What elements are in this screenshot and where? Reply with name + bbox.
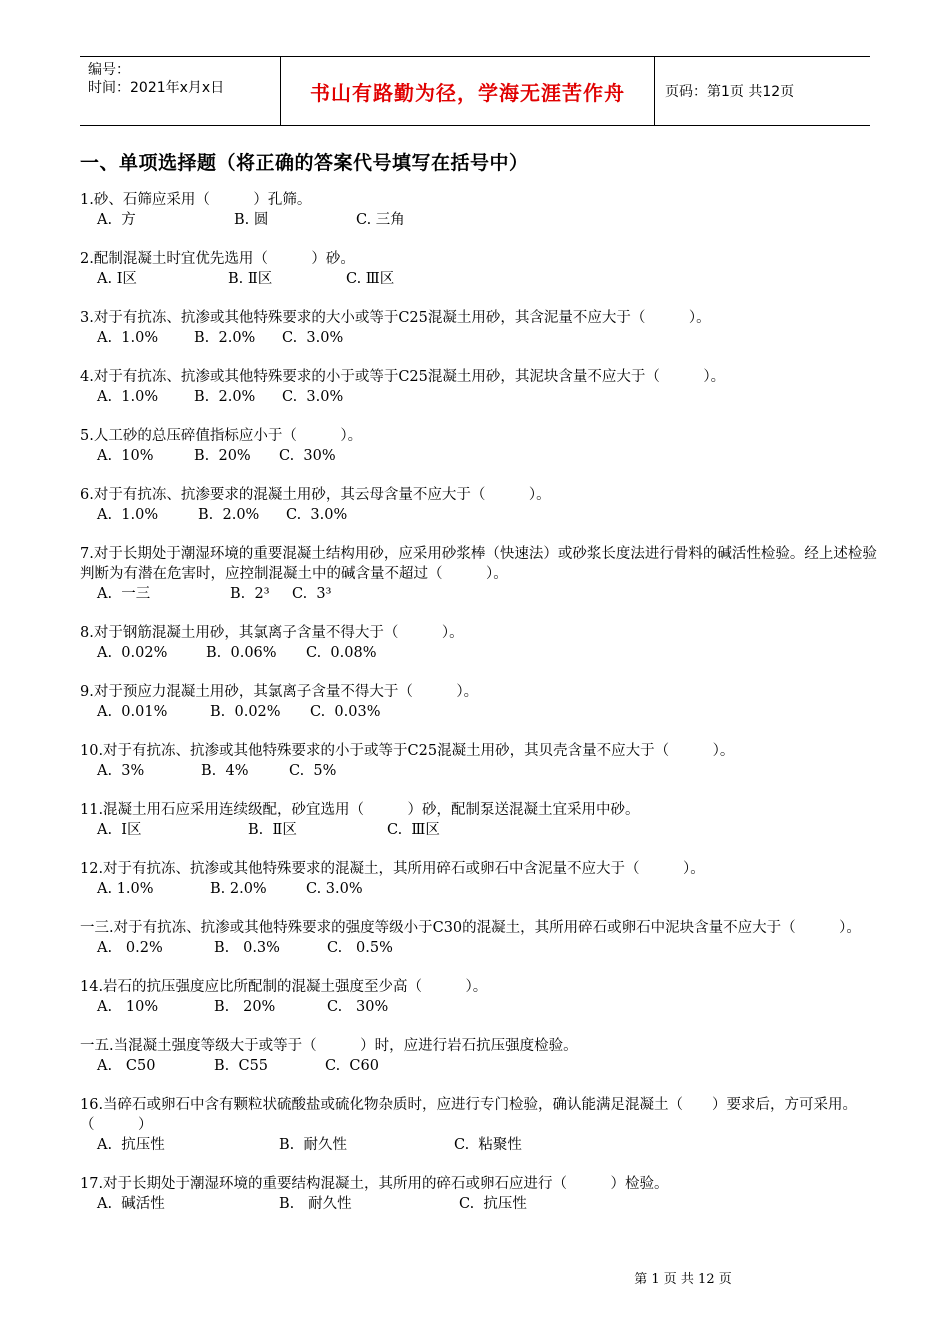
option-c: C. 3.0%	[286, 507, 348, 523]
option-c: C. 0.03%	[310, 704, 381, 720]
question-stem: 8.对于钢筋混凝土用砂，其氯离子含量不得大于（ ）。	[80, 625, 464, 641]
question-stem: 2.配制混凝土时宜优先选用（ ）砂。	[80, 251, 355, 267]
question-options	[80, 997, 880, 1017]
question-item	[80, 800, 880, 840]
option-a: A. Ⅰ区	[97, 822, 142, 838]
question-item	[80, 249, 880, 289]
option-a: A. 0.2%	[97, 940, 163, 956]
footer-page-number: 第 1 页 共 12 页	[634, 1272, 732, 1287]
option-c: C. 粘聚性	[454, 1137, 522, 1153]
question-stem: 11.混凝土用石应采用连续级配，砂宜选用（ ）砂，配制泵送混凝土宜采用中砂。	[80, 802, 640, 818]
option-a: A. 3%	[97, 763, 145, 779]
option-a: A. 10%	[97, 999, 159, 1015]
option-b: B. 2.0%	[198, 507, 260, 523]
question-item	[80, 918, 880, 958]
question-item	[80, 1036, 880, 1076]
motto-text: 书山有路勤为径，学海无涯苦作舟	[310, 80, 625, 105]
option-c: C. 三角	[356, 212, 405, 228]
question-options	[80, 1056, 880, 1076]
question-stem: 1.砂、石筛应采用（ ）孔筛。	[80, 192, 312, 208]
question-options	[80, 446, 880, 466]
question-options	[80, 643, 880, 663]
question-options	[80, 584, 880, 604]
option-c: C. Ⅲ区	[346, 271, 395, 287]
option-c: C. 抗压性	[459, 1196, 527, 1212]
option-a: A. 1.0%	[97, 881, 154, 897]
option-a: A. 碱活性	[97, 1196, 165, 1212]
question-stem: 16.当碎石或卵石中含有颗粒状硫酸盐或硫化物杂质时，应进行专门检验，确认能满足混凝土（ ）要求后，方可采用。（ ）	[80, 1097, 858, 1133]
question-item	[80, 741, 880, 781]
question-item	[80, 308, 880, 348]
option-a: A. 0.02%	[97, 645, 168, 661]
option-a: A. 一三	[97, 586, 151, 602]
option-c: C. 30%	[279, 448, 336, 464]
question-stem: 12.对于有抗冻、抗渗或其他特殊要求的混凝土，其所用碎石或卵石中含泥量不应大于（ ）。	[80, 861, 705, 877]
question-options	[80, 938, 880, 958]
question-stem: 14.岩石的抗压强度应比所配制的混凝土强度至少高（ ）。	[80, 979, 488, 995]
option-c: C. 3.0%	[306, 881, 363, 897]
question-options	[80, 328, 880, 348]
option-c: C. C60	[325, 1058, 379, 1074]
question-stem: 7.对于长期处于潮湿环境的重要混凝土结构用砂，应采用砂浆棒（快速法）或砂浆长度法进行骨料的碱活性检验。经上述检验判断为有潜在危害时，应控制混凝土中的碱含量不超过（ ）。	[80, 546, 877, 582]
header-table	[80, 56, 870, 126]
question-stem: 4.对于有抗冻、抗渗或其他特殊要求的小于或等于C25混凝土用砂，其泥块含量不应大于（ ）。	[80, 369, 726, 385]
option-b: B. Ⅱ区	[228, 271, 273, 287]
question-options	[80, 702, 880, 722]
option-b: B. 4%	[201, 763, 249, 779]
option-c: C. 3³	[292, 586, 332, 602]
option-a: A. 抗压性	[97, 1137, 165, 1153]
question-options	[80, 387, 880, 407]
option-c: C. 30%	[327, 999, 389, 1015]
option-a: A. 1.0%	[97, 389, 159, 405]
option-a: A. 方	[97, 212, 136, 228]
option-b: B. 2.0%	[194, 389, 256, 405]
option-b: B. 耐久性	[279, 1137, 347, 1153]
option-b: B. C55	[214, 1058, 269, 1074]
option-c: C. 3.0%	[282, 330, 344, 346]
question-item	[80, 367, 880, 407]
header-motto-cell	[281, 57, 655, 125]
question-item	[80, 859, 880, 899]
option-c: C. 5%	[289, 763, 337, 779]
question-stem: 一三.对于有抗冻、抗渗或其他特殊要求的强度等级小于C30的混凝土，其所用碎石或卵石中泥块含量不应大于（ ）。	[80, 920, 861, 936]
option-b: B. Ⅱ区	[248, 822, 297, 838]
question-item	[80, 426, 880, 466]
option-b: B. 耐久性	[279, 1196, 352, 1212]
page-footer	[0, 1268, 950, 1287]
question-options	[80, 761, 880, 781]
question-options	[80, 210, 880, 230]
option-c: C. Ⅲ区	[387, 822, 440, 838]
question-options	[80, 269, 880, 289]
option-b: B. 2.0%	[194, 330, 256, 346]
question-stem: 9.对于预应力混凝土用砂，其氯离子含量不得大于（ ）。	[80, 684, 479, 700]
option-b: B. 0.02%	[210, 704, 281, 720]
question-item	[80, 1174, 880, 1214]
option-a: A. Ⅰ区	[97, 271, 137, 287]
question-options	[80, 505, 880, 525]
option-b: B. 圆	[234, 212, 269, 228]
question-item	[80, 485, 880, 525]
option-b: B. 2.0%	[210, 881, 267, 897]
option-c: C. 0.08%	[306, 645, 377, 661]
header-page-cell	[655, 57, 870, 125]
option-b: B. 0.3%	[214, 940, 280, 956]
page-info-text: 页码：第1页 共12页	[665, 84, 795, 100]
option-b: B. 20%	[214, 999, 276, 1015]
question-item	[80, 190, 880, 230]
question-options	[80, 1135, 880, 1155]
question-item	[80, 544, 880, 604]
question-options	[80, 879, 880, 899]
option-b: B. 20%	[194, 448, 251, 464]
option-a: A. 0.01%	[97, 704, 168, 720]
document-time-label: 时间：2021年x月x日	[88, 80, 225, 96]
question-stem: 17.对于长期处于潮湿环境的重要结构混凝土，其所用的碎石或卵石应进行（ ）检验。	[80, 1176, 669, 1192]
question-options	[80, 1194, 880, 1214]
question-options	[80, 820, 880, 840]
question-stem: 6.对于有抗冻、抗渗要求的混凝土用砂，其云母含量不应大于（ ）。	[80, 487, 551, 503]
option-a: A. 1.0%	[97, 330, 159, 346]
option-b: B. 0.06%	[206, 645, 277, 661]
question-item	[80, 977, 880, 1017]
question-item	[80, 682, 880, 722]
option-a: A. C50	[97, 1058, 156, 1074]
section-title: 一、单项选择题（将正确的答案代号填写在括号中）	[80, 152, 529, 174]
question-stem: 3.对于有抗冻、抗渗或其他特殊要求的大小或等于C25混凝土用砂，其含泥量不应大于（ ）。	[80, 310, 711, 326]
option-b: B. 2³	[230, 586, 270, 602]
question-stem: 一五.当混凝土强度等级大于或等于（ ）时，应进行岩石抗压强度检验。	[80, 1038, 578, 1054]
header-meta-cell	[80, 57, 281, 125]
option-a: A. 1.0%	[97, 507, 159, 523]
question-stem: 5.人工砂的总压碎值指标应小于（ ）。	[80, 428, 363, 444]
question-item	[80, 623, 880, 663]
option-a: A. 10%	[97, 448, 154, 464]
option-c: C. 3.0%	[282, 389, 344, 405]
question-list	[80, 190, 880, 1233]
question-item	[80, 1095, 880, 1155]
question-stem: 10.对于有抗冻、抗渗或其他特殊要求的小于或等于C25混凝土用砂，其贝壳含量不应大于（ ）。	[80, 743, 735, 759]
document-number-label: 编号：	[88, 62, 130, 78]
option-c: C. 0.5%	[327, 940, 393, 956]
